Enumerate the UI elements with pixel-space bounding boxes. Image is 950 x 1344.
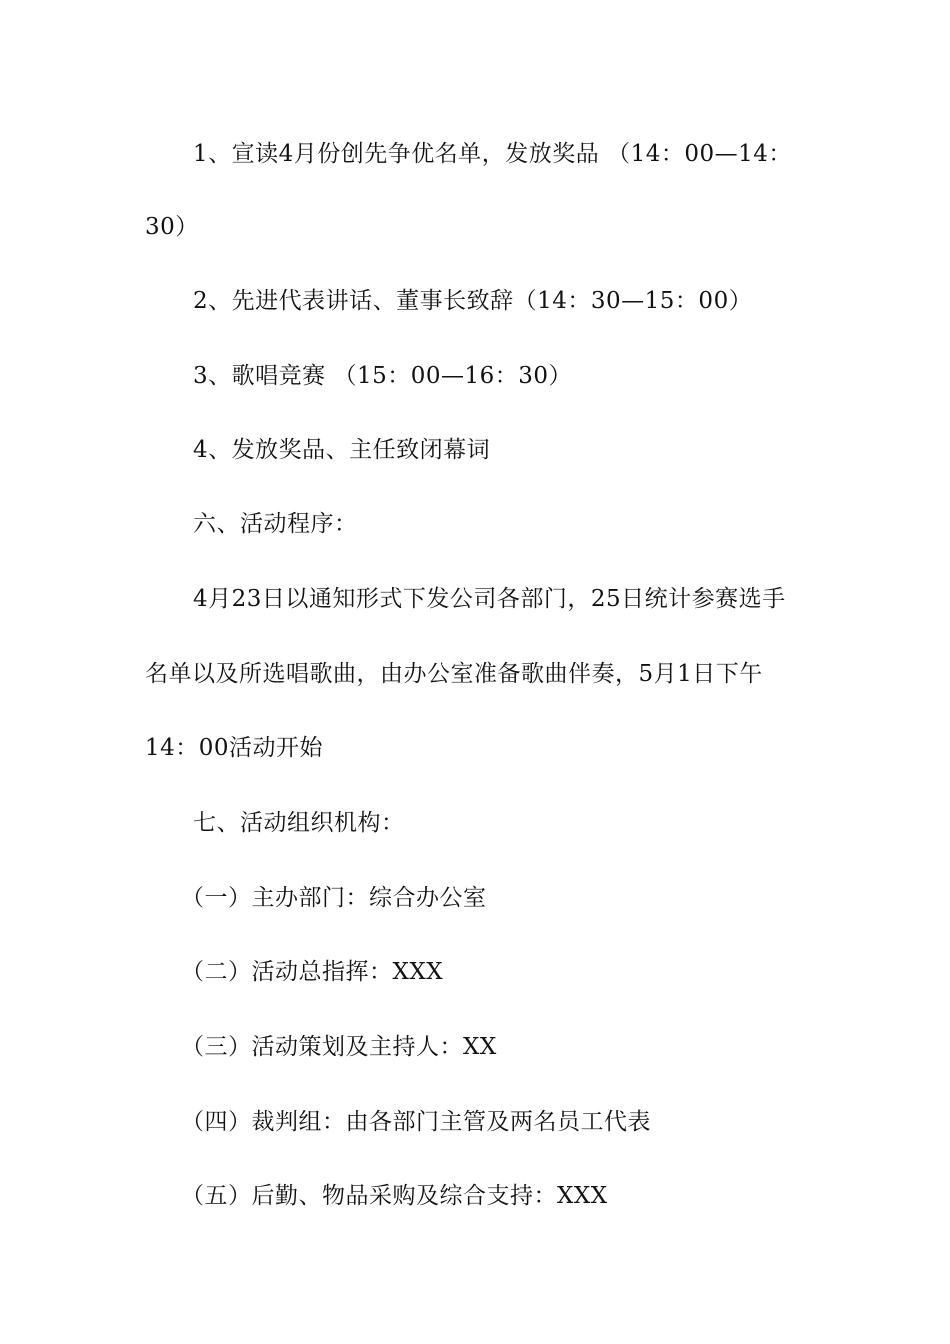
org-item-3: （三）活动策划及主持人：XX — [181, 1034, 497, 1060]
section-heading-organization: 七、活动组织机构： — [193, 810, 405, 836]
agenda-item-1: 1、宣读4月份创先争优名单，发放奖品 （14：00—14： — [193, 141, 792, 167]
org-item-1: （一）主办部门：综合办公室 — [181, 885, 487, 911]
procedure-paragraph-line-3: 14：00活动开始 — [145, 735, 324, 761]
org-item-2: （二）活动总指挥：XXX — [181, 959, 444, 985]
agenda-item-4: 4、发放奖品、主任致闭幕词 — [193, 437, 491, 463]
procedure-paragraph-line-2: 名单以及所选唱歌曲，由办公室准备歌曲伴奏，5月1日下午 — [145, 661, 763, 687]
agenda-item-3: 3、歌唱竞赛 （15：00—16：30） — [193, 363, 573, 389]
section-heading-procedure: 六、活动程序： — [193, 511, 358, 537]
org-item-5: （五）后勤、物品采购及综合支持：XXX — [181, 1183, 608, 1209]
agenda-item-2: 2、先进代表讲话、董事长致辞（14：30—15：00） — [193, 288, 753, 314]
procedure-paragraph-line-1: 4月23日以通知形式下发公司各部门，25日统计参赛选手 — [193, 586, 786, 612]
org-item-4: （四）裁判组：由各部门主管及两名员工代表 — [181, 1109, 651, 1135]
agenda-item-1-continued: 30） — [145, 214, 199, 240]
